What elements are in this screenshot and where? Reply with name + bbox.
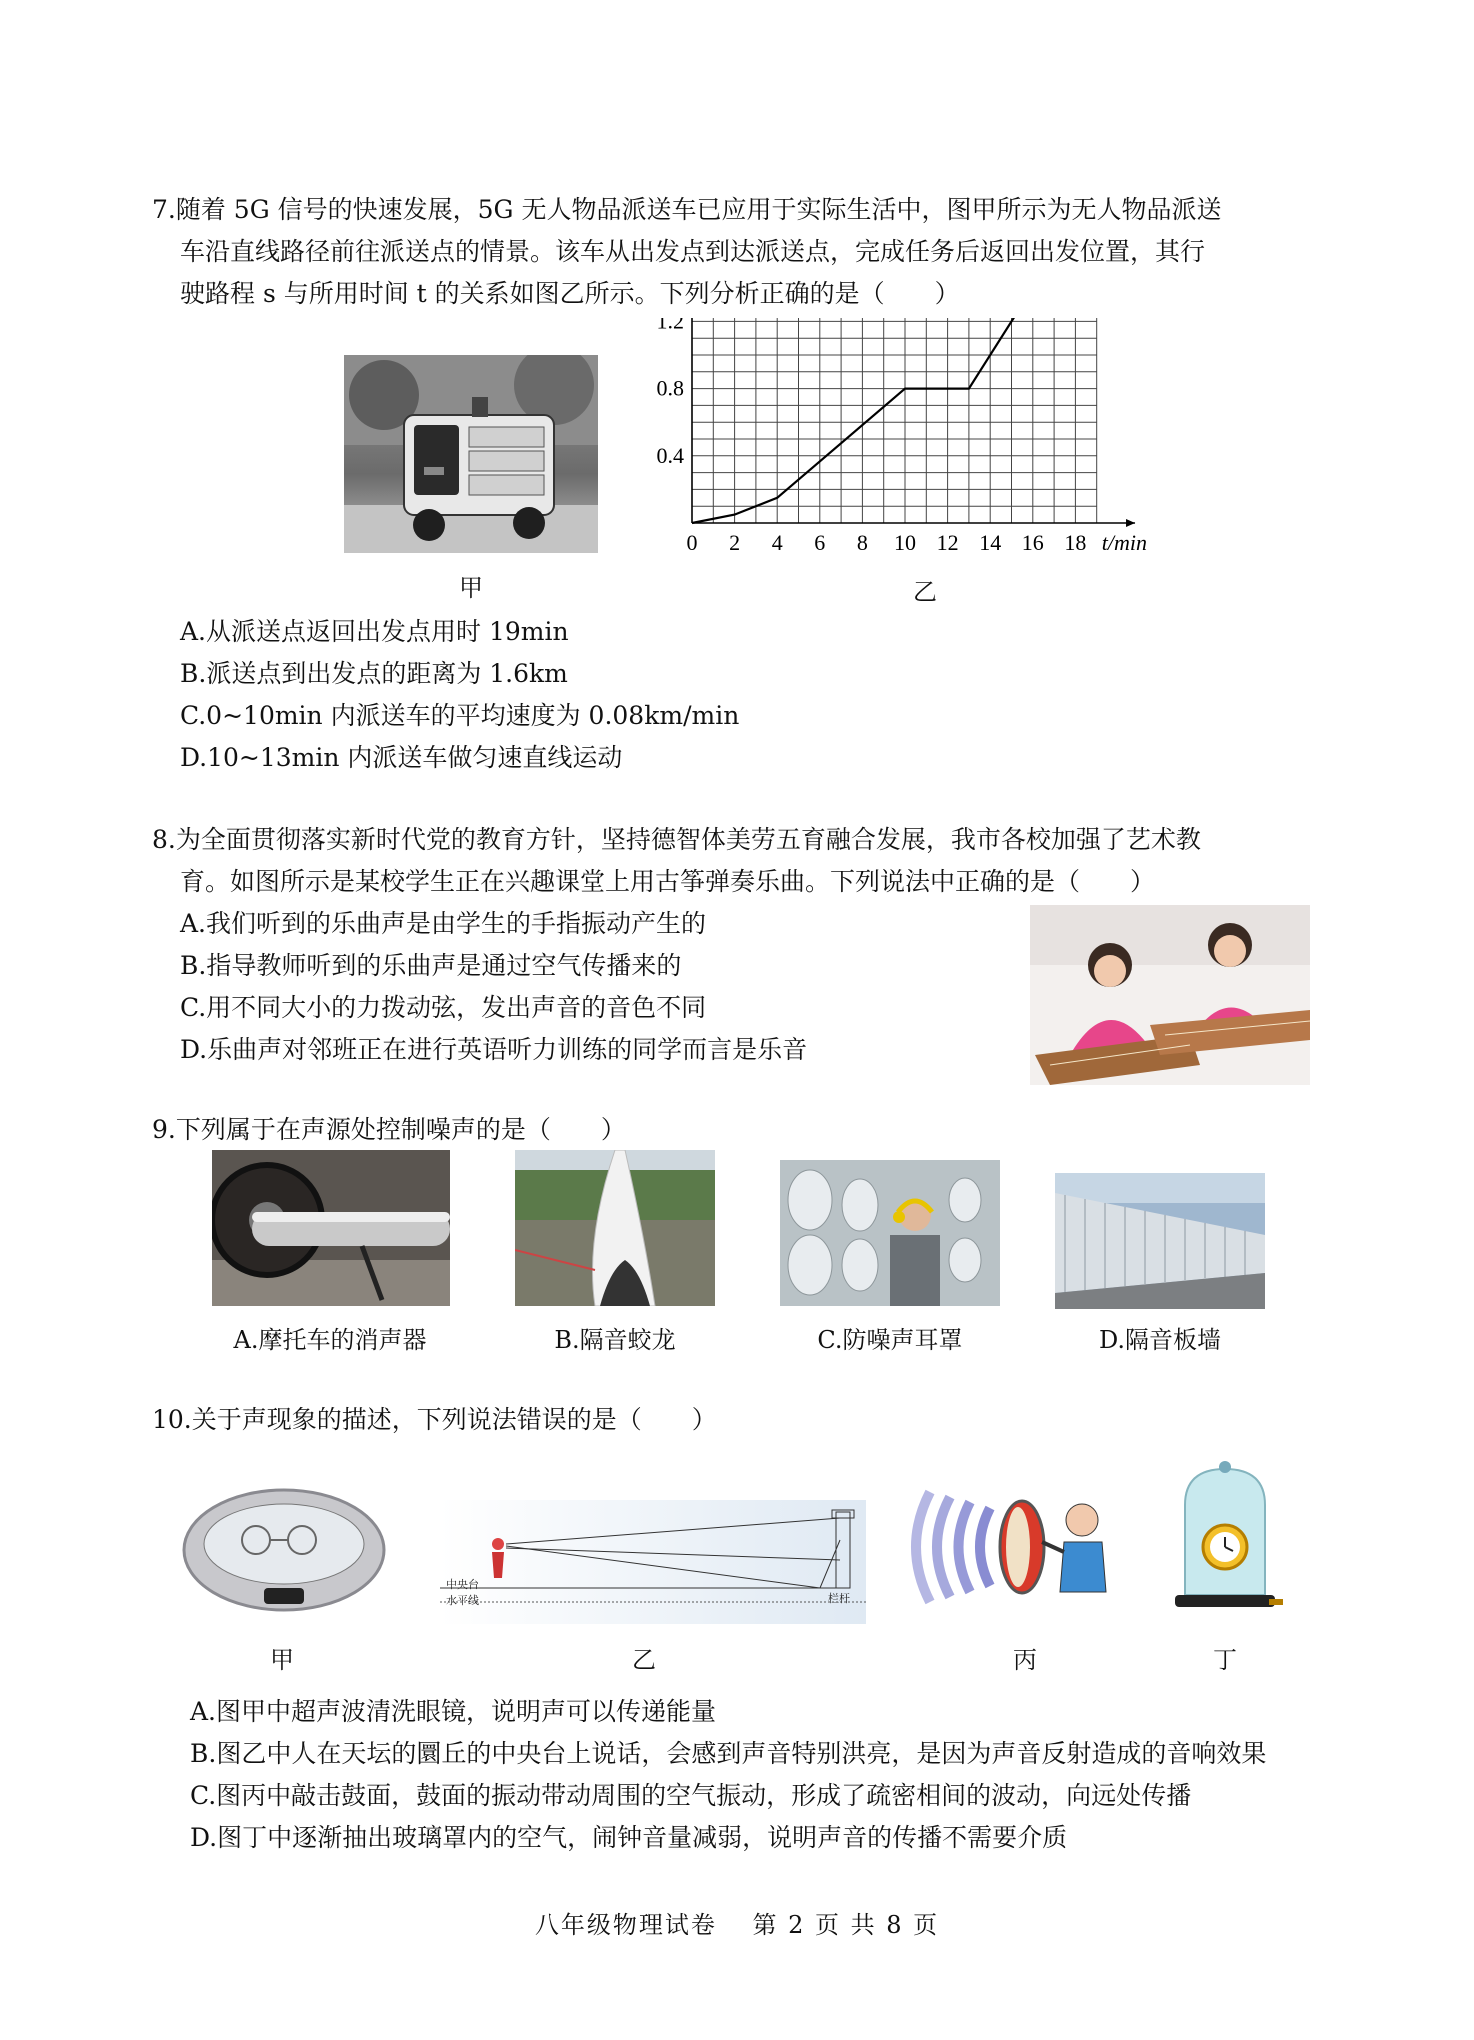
x-tick-label: 12 bbox=[936, 530, 959, 555]
x-tick-label: 14 bbox=[979, 530, 1002, 555]
series-line bbox=[692, 318, 1097, 523]
q8-line-1: 8.为全面贯彻落实新时代党的教育方针，坚持德智体美劳五育融合发展，我市各校加强了艺术教 bbox=[152, 825, 1201, 854]
bell-jar-clock-photo bbox=[1165, 1455, 1285, 1620]
q10-caption-d: 丁 bbox=[1213, 1646, 1237, 1674]
q9-option-d: D.隔音板墙 bbox=[1098, 1326, 1221, 1354]
q9-option-c: C.防噪声耳罩 bbox=[817, 1326, 963, 1354]
drum-sound-wave-photo bbox=[892, 1472, 1120, 1622]
st-chart-svg bbox=[640, 318, 1180, 558]
page-footer: 八年级物理试卷 第 2 页 共 8 页 bbox=[534, 1911, 940, 1939]
q10-option-b: B.图乙中人在天坛的圜丘的中央台上说话，会感到声音特别洪亮，是因为声音反射造成的音响效果 bbox=[190, 1739, 1267, 1768]
guzheng-students-photo bbox=[1030, 905, 1310, 1085]
y-tick-label: 0.4 bbox=[656, 442, 684, 468]
x-axis-label: t/min bbox=[1101, 530, 1148, 555]
earmuff-worker-photo bbox=[780, 1160, 1000, 1306]
x-tick-label: 2 bbox=[729, 530, 741, 555]
y-tick-label: 1.2 bbox=[656, 318, 684, 334]
x-tick-label: 10 bbox=[894, 530, 916, 555]
q10-option-d: D.图丁中逐渐抽出玻璃罩内的空气，闹钟音量减弱，说明声音的传播不需要介质 bbox=[190, 1823, 1068, 1852]
x-tick-label: 4 bbox=[771, 530, 783, 555]
x-tick-label: 18 bbox=[1064, 530, 1087, 555]
fig-b-label-center: 中央台 bbox=[446, 1579, 479, 1591]
q7-line-1: 7.随着 5G 信号的快速发展，5G 无人物品派送车已应用于实际生活中，图甲所示为无人物品派送 bbox=[152, 195, 1222, 224]
q7-fig-b-caption: 乙 bbox=[913, 578, 937, 606]
x-tick-label: 8 bbox=[856, 530, 868, 555]
q7-line-2: 车沿直线路径前往派送点的情景。该车从出发点到达派送点，完成任务后返回出发位置，其行 bbox=[180, 237, 1206, 266]
q9-option-b: B.隔音蛟龙 bbox=[554, 1326, 676, 1354]
y-tick-label: 0.8 bbox=[656, 375, 684, 401]
soundproof-tunnel-photo bbox=[515, 1150, 715, 1306]
q10-caption-b: 乙 bbox=[632, 1646, 656, 1674]
q7-option-c: C.0~10min 内派送车的平均速度为 0.08km/min bbox=[180, 701, 740, 730]
q7-line-3: 驶路程 s 与所用时间 t 的关系如图乙所示。下列分析正确的是（ ） bbox=[180, 279, 960, 308]
q10-caption-a: 甲 bbox=[270, 1646, 294, 1674]
noise-barrier-wall-photo bbox=[1055, 1173, 1265, 1309]
q8-option-c: C.用不同大小的力拨动弦，发出声音的音色不同 bbox=[180, 993, 707, 1022]
ultrasonic-cleaner-photo bbox=[178, 1478, 390, 1616]
x-tick-label: 6 bbox=[814, 530, 826, 555]
q10-caption-c: 丙 bbox=[1013, 1646, 1037, 1674]
q8-option-d: D.乐曲声对邻班正在进行英语听力训练的同学而言是乐音 bbox=[180, 1035, 808, 1064]
x-axis-arrow bbox=[1126, 519, 1135, 527]
q10-line-1: 10.关于声现象的描述，下列说法错误的是（ ） bbox=[152, 1405, 717, 1434]
q9-line-1: 9.下列属于在声源处控制噪声的是（ ） bbox=[152, 1115, 626, 1144]
fig-b-label-horizontal: 水平线 bbox=[446, 1595, 479, 1607]
q7-option-d: D.10~13min 内派送车做匀速直线运动 bbox=[180, 743, 623, 772]
q10-option-a: A.图甲中超声波清洗眼镜，说明声可以传递能量 bbox=[190, 1697, 717, 1726]
q8-option-a: A.我们听到的乐曲声是由学生的手指振动产生的 bbox=[180, 909, 707, 938]
x-tick-label: 16 bbox=[1021, 530, 1044, 555]
fig-b-label-railing: 栏杆 bbox=[828, 1593, 850, 1605]
q7-option-b: B.派送点到出发点的距离为 1.6km bbox=[180, 659, 568, 688]
motorcycle-muffler-photo bbox=[212, 1150, 450, 1306]
q7-option-a: A.从派送点返回出发点用时 19min bbox=[180, 617, 569, 646]
x-tick-label: 0 bbox=[686, 530, 698, 555]
q9-option-a: A.摩托车的消声器 bbox=[233, 1326, 427, 1354]
q10-option-c: C.图丙中敲击鼓面，鼓面的振动带动周围的空气振动，形成了疏密相间的波动，向远处传播 bbox=[190, 1781, 1192, 1810]
temple-echo-diagram bbox=[440, 1500, 866, 1624]
st-chart bbox=[640, 318, 1180, 558]
delivery-robot-photo bbox=[344, 355, 598, 553]
q8-line-2: 育。如图所示是某校学生正在兴趣课堂上用古筝弹奏乐曲。下列说法中正确的是（ ） bbox=[180, 867, 1156, 896]
q7-fig-a-caption: 甲 bbox=[459, 574, 483, 602]
q8-option-b: B.指导教师听到的乐曲声是通过空气传播来的 bbox=[180, 951, 682, 980]
